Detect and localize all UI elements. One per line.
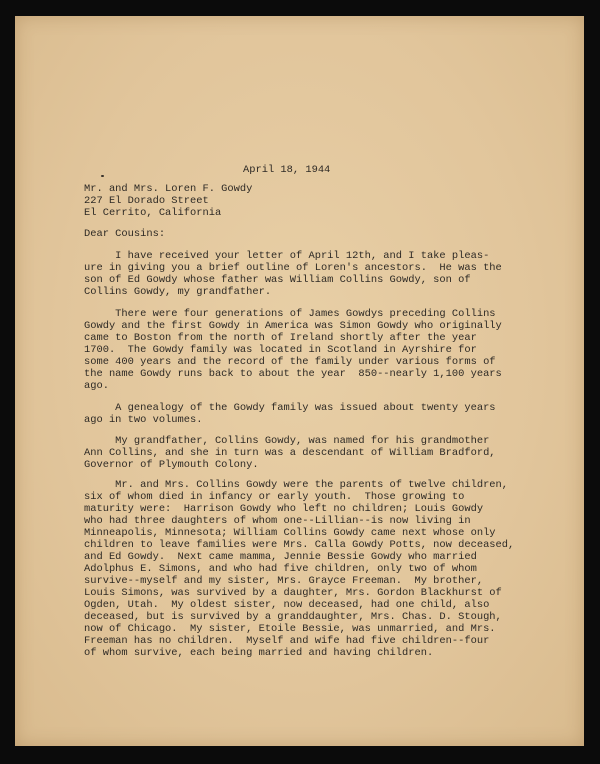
text-line: ure in giving you a brief outline of Loren's ancestors. He was the — [84, 262, 502, 274]
text-line: A genealogy of the Gowdy family was issued about twenty years — [84, 402, 496, 414]
address-line: Mr. and Mrs. Loren F. Gowdy — [84, 183, 253, 195]
text-line: maturity were: Harrison Gowdy who left no children; Louis Gowdy — [84, 503, 484, 515]
address-line: El Cerrito, California — [84, 207, 222, 219]
text-line: Governor of Plymouth Colony. — [84, 459, 259, 471]
text-line: six of whom died in infancy or early youth. Those growing to — [84, 491, 465, 503]
salutation: Dear Cousins: — [84, 228, 166, 240]
text-line: who had three daughters of whom one--Lillian--is now living in — [84, 515, 471, 527]
text-line: came to Boston from the north of Ireland shortly after the year — [84, 332, 477, 344]
text-line: Adolphus E. Simons, and who had five children, only two of whom — [84, 563, 477, 575]
address-line: 227 El Dorado Street — [84, 195, 209, 207]
text-line: ago. — [84, 380, 109, 392]
text-line: 1700. The Gowdy family was located in Scotland in Ayrshire for — [84, 344, 477, 356]
text-line: Collins Gowdy, my grandfather. — [84, 286, 272, 298]
text-line: son of Ed Gowdy whose father was William Collins Gowdy, son of — [84, 274, 471, 286]
ink-speck — [101, 175, 104, 177]
text-line: and Ed Gowdy. Next came mamma, Jennie Bessie Gowdy who married — [84, 551, 477, 563]
recipient-address — [84, 183, 252, 219]
text-line: Ogden, Utah. My oldest sister, now deceased, had one child, also — [84, 599, 490, 611]
text-line: deceased, but is survived by a granddaughter, Mrs. Chas. D. Stough, — [84, 611, 502, 623]
text-line: Louis Simons, was survived by a daughter, Mrs. Gordon Blackhurst of — [84, 587, 502, 599]
paragraph-generations — [84, 308, 502, 392]
text-line: Ann Collins, and she in turn was a descendant of William Bradford, — [84, 447, 496, 459]
paragraph-genealogy — [84, 402, 496, 426]
letter-date: April 18, 1944 — [243, 164, 331, 176]
text-line: My grandfather, Collins Gowdy, was named for his grandmother — [84, 435, 490, 447]
text-line: Gowdy and the first Gowdy in America was Simon Gowdy who originally — [84, 320, 502, 332]
text-line: Freeman has no children. Myself and wife had five children--four — [84, 635, 490, 647]
text-line: I have received your letter of April 12th, and I take pleas- — [84, 250, 490, 262]
text-line: the name Gowdy runs back to about the year 850--nearly 1,100 years — [84, 368, 502, 380]
text-line: some 400 years and the record of the family under various forms of — [84, 356, 496, 368]
text-line: now of Chicago. My sister, Etoile Bessie, was unmarried, and Mrs. — [84, 623, 496, 635]
text-line: Mr. and Mrs. Collins Gowdy were the parents of twelve children, — [84, 479, 509, 491]
text-line: of whom survive, each being married and having children. — [84, 647, 434, 659]
text-line: ago in two volumes. — [84, 414, 203, 426]
paragraph-children — [84, 479, 514, 659]
text-line: children to leave families were Mrs. Calla Gowdy Potts, now deceased, — [84, 539, 515, 551]
text-line: There were four generations of James Gowdys preceding Collins — [84, 308, 496, 320]
letter-page — [15, 16, 584, 746]
text-line: survive--myself and my sister, Mrs. Grayce Freeman. My brother, — [84, 575, 484, 587]
text-line: Minneapolis, Minnesota; William Collins Gowdy came next whose only — [84, 527, 496, 539]
paragraph-ancestors — [84, 250, 502, 298]
paragraph-grandfather — [84, 435, 496, 471]
